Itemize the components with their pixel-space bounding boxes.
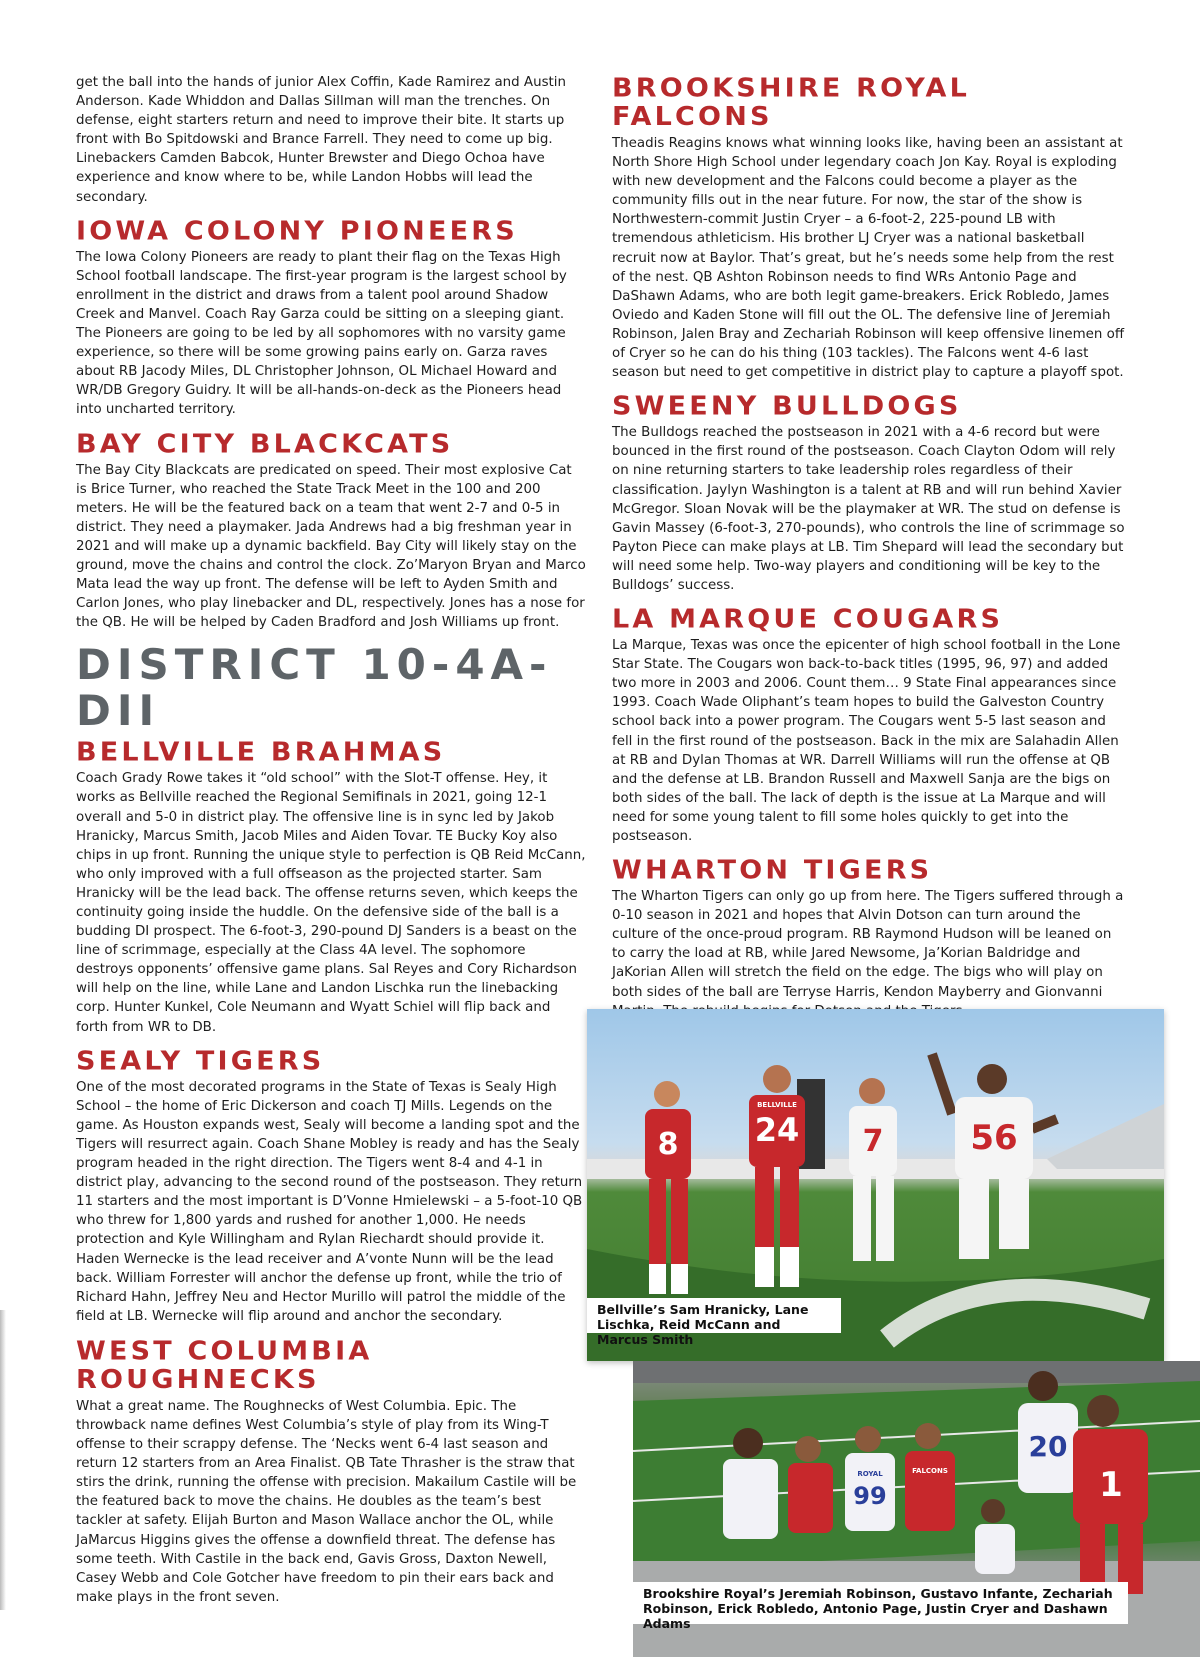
stadium-stands [1047,1104,1164,1169]
page-edge-shadow [0,1310,6,1610]
bellville-paragraph: Coach Grady Rowe takes it “old school” with the Slot-T offense. Hey, it works as Bellville reached the Regional Semifinals in 2021, going 12-1 overall and 5-0 in district play. The offensive line is in sync led by Jakob Hranicky, Marcus Smith, Jacob Miles and Aiden Tovar. TE Bucky Koy also chips in up front. Running the unique style to perfection is QB Reid McCann, who only improved with a full offseason as the projected starter. Sam Hranicky will be the lead back. The offense returns seven, which keeps the continuity going inside the huddle. On the defensive side of the ball is a budding DI prospect. The 6-foot-3, 290-pound DJ Sanders is a beast on the line of scrimmage, especially at the Class 4A level. The sophomore destroys opponents’ offensive game plans. Sal Reyes and Cory Richardson will help on the line, while Lane and Landon Lischka run the linebacking corp. Hunter Kunkel, Cole Neumann and Wyatt Schiel will flip back and forth from WR to DB. [76,771,586,1035]
jersey-number-2: 24 [754,1111,800,1149]
jersey-number-3: 7 [862,1124,884,1159]
bellville-photo-caption: Bellville’s Sam Hranicky, Lane Lischka, Reid McCann and Marcus Smith [587,1298,841,1333]
jersey-label-royal: ROYAL [857,1470,883,1478]
sealy-paragraph: One of the most decorated programs in the State of Texas is Sealy High School – the home of Eric Dickerson and coach TJ Mills. Legends on the game. As Houston expands west, Sealy will become a landing spot and the Tigers will resurrect again. Coach Shane Mobley is ready and has the Sealy program headed in the right direction. The Tigers went 8-4 and 4-1 in district play, advancing to the second round of the postseason. They return 11 starters and the most important is D’Vonne Hmielewski – a 5-foot-10 QB who threw for 1,800 yards and rushed for another 1,000. He needs protection and Kyle Willingham and Rylan Riechardt should provide it. Haden Wernecke is the lead receiver and A’vonte Nunn will be the lead back. William Forrester will anchor the defense up front, while the trio of Richard Hahn, Jeffrey Neu and Hector Murillo will patrol the middle of the field at LB. Wernecke will flip around and anchor the secondary. [76,1079,583,1324]
jersey-number-1: 1 [1099,1465,1123,1505]
player-1 [645,1081,691,1294]
jersey-number-1: 8 [657,1127,679,1162]
intro-paragraph: get the ball into the hands of junior Alex Coffin, Kade Ramirez and Austin Anderson. Kade Whiddon and Dallas Sillman will man the trenches. On defense, eight starters return and need to improve their bite. It starts up front with Bo Spitdowski and Brance Farrell. They need to come up big. Linebackers Camden Babcok, Hunter Brewster and Diego Ochoa have experience and know where to be, while Landon Hobbs will lead the secondary. [76,75,567,205]
wharton-heading: WHARTON TIGERS [612,855,933,886]
iowa-colony-heading: IOWA COLONY PIONEERS [76,216,518,246]
jersey-number-4: 56 [970,1118,1018,1158]
jersey-number-99: 99 [853,1482,887,1510]
right-column [612,73,1128,1021]
brookshire-paragraph: Theadis Reagins knows what winning looks like, having been an assistant at North Shore High School under legendary coach Jon Kay. Royal is exploding with new development and the Falcons could become a player as the community fills out in the near future. For now, the star of the show is Northwestern-commit Justin Cryer – a 6-foot-2, 225-pound LB with tremendous athleticism. His brother LJ Cryer was a national basketball recruit now at Baylor. That’s great, but he’s needs some help from the rest of the nest. QB Ashton Robinson needs to find WRs Antonio Page and DaShawn Adams, who are both legit game-breakers. Erick Robledo, James Oviedo and Kaden Stone will fill out the OL. The defensive line of Jeremiah Robinson, Jalen Bray and Zechariah Robinson will keep offensive linemen off of Cryer so he can do his thing (103 tackles). The Falcons went 4-6 last season but need to get competitive in district play to capture a playoff spot. [612,136,1125,381]
west-columbia-heading [76,1337,586,1394]
jersey-label-falcons: FALCONS [912,1467,948,1475]
sweeny-paragraph: The Bulldogs reached the postseason in 2021 with a 4-6 record but were bounced in the first round of the postseason. Coach Clayton Odom will rely on nine returning starters to take leadership roles regardless of their classification. Jaylyn Washington is a talent at RB and will run behind Xavier McGregor. Sloan Novak will be the playmaker at WR. The stud on defense is Gavin Massey (6-foot-3, 270-pounds), who controls the line of scrimmage so Payton Piece can make plays at LB. Tim Shepard will lead the secondary but will need some help. Two-way players and conditioning will be key to the Bulldogs’ success. [612,425,1125,593]
bay-city-heading: BAY CITY BLACKCATS [76,429,454,459]
bay-city-paragraph: The Bay City Blackcats are predicated on speed. Their most explosive Cat is Brice Turner, who reached the State Track Meet in the 100 and 200 meters. He will be the featured back on a team that went 2-7 and 0-5 in district. They need a playmaker. Jada Andrews had a big freshman year in 2021 and will make up a dynamic backfield. Bay City will likely stay on the ground, move the chains and control the clock. Zo’Maryon Bryan and Marco Mata lead the way up front. The defense will be left to Ayden Smith and Carlon Jones, who play linebacker and DL, respectively. Jones has a nose for the QB. He will be helped by Caden Bradford and Josh Williams up front. [76,462,586,631]
sweeny-heading: SWEENY BULLDOGS [612,392,962,422]
iowa-colony-paragraph: The Iowa Colony Pioneers are ready to plant their flag on the Texas High School football landscape. The first-year program is the largest school by enrollment in the district and draws from a talent pool around Shadow Creek and Manvel. Coach Ray Garza could be sitting on a sleeping giant. The Pioneers are going to be led by all sophomores with no varsity game experience, so there will be some growing pains early on. Garza raves about RB Jacody Miles, DL Christopher Johnson, OL Michael Howard and WR/DB Gregory Guidry. It will be all-hands-on-deck as the Pioneers head into uncharted territory. [76,249,567,418]
district-heading: DISTRICT 10-4A-DII [76,640,553,736]
jersey-number-20: 20 [1028,1430,1068,1463]
player-3 [849,1078,897,1261]
la-marque-heading: LA MARQUE COUGARS [612,604,1004,635]
west-columbia-heading-line1: WEST COLUMBIA [76,1336,373,1366]
brookshire-photo-caption: Brookshire Royal’s Jeremiah Robinson, Gustavo Infante, Zechariah Robinson, Erick Robledo, Antonio Page, Justin Cryer and Dashawn Adams [633,1582,1128,1624]
brookshire-heading: BROOKSHIRE ROYAL FALCONS [612,73,970,132]
left-column [76,73,586,1607]
bellville-heading: BELLVILLE BRAHMAS [76,738,446,768]
west-columbia-heading-line2: ROUGHNECKS [76,1364,320,1395]
la-marque-paragraph: La Marque, Texas was once the epicenter of high school football in the Lone Star State. The Cougars won back-to-back titles (1995, 96, 97) and added two more in 2003 and 2006. Count them… 9 State Final appearances since 1993. Coach Wade Oliphant’s team hopes to build the Galveston Country school back into a power program. The Cougars went 5-5 last season and fell in the first round of the postseason. Back in the mix are Salahadin Allen at RB and Dylan Thomas at WR. Darrell Williams will run the offense at QB and the defense at LB. Brandon Russell and Maxwell Sanja are the bigs on both sides of the ball. The lack of depth is the issue at La Marque and will need for some young talent to fill some holes quickly to get into the postseason. [612,638,1121,844]
wharton-paragraph: The Wharton Tigers can only go up from here. The Tigers suffered through a 0-10 season in 2021 and hopes that Alvin Dotson can turn around the culture of the once-proud program. RB Raymond Hudson will be leaned on to carry the load at RB, while Jared Newsome, Ja’Korian Baldridge and JaKorian Allen will stretch the field on the edge. The bigs who will play on both sides of the ball are Terryse Harris, Kendon Mayberry and Gionvanni [612,889,1124,1000]
jersey-label: BELLVILLE [757,1101,797,1109]
west-columbia-paragraph: What a great name. The Roughnecks of West Columbia. Epic. The throwback name defines West Columbia’s style of play from its Wing-T offense to their scrappy defense. The ‘Necks went 6-4 last season and return 12 starters from an Area Finalist. QB Tate Thrasher is the straw that stirs the drink, running the offense with precision. Makailum Castile will be the featured back to move the chains. He doubles as the team’s best tackler at safety. Elijah Burton and Mason Wallace anchor the OL, while JaMarcus Higgins gives the offense a downfield threat. The defense has some teeth. With Castile in the back end, Gavis Gross, Daxton Newell, Casey Webb and Cole Gotcher have freedom to pin their ears back and make plays in the front seven. [76,1398,577,1605]
sealy-heading: SEALY TIGERS [76,1046,325,1076]
